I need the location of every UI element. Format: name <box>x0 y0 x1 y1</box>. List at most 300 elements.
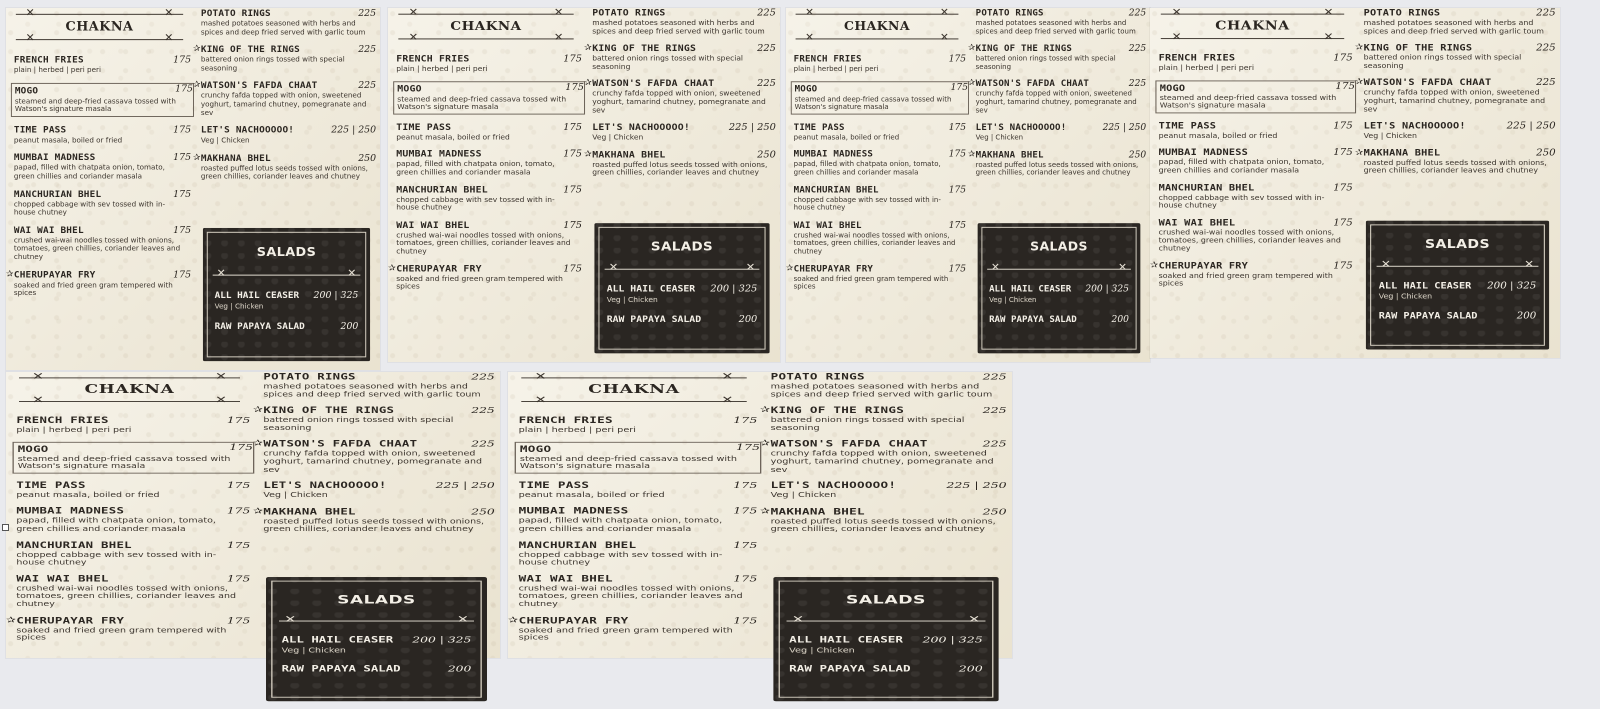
cross-ornament-icon: ✕ <box>791 613 805 626</box>
item-price: 175 <box>173 54 192 66</box>
item-name: POTATO RINGS <box>1363 8 1441 19</box>
item-description: papad, filled with chatpata onion, tomato, green chillies and coriander masala <box>13 163 165 181</box>
item-name: KING OF THE RINGS <box>263 405 395 416</box>
item-price: 225 <box>1536 8 1556 19</box>
item-description: mashed potatoes seasoned with herbs and spices and deep fried served with garlic toum <box>263 381 481 398</box>
item-name: MUMBAI MADNESS <box>13 152 96 164</box>
menu-item-cherupayar-fry <box>6 269 192 298</box>
cross-ornament-icon: ✕ <box>534 393 547 406</box>
item-description: steamed and deep-fried cassava tossed with Watson's signature masala <box>14 96 176 114</box>
item-price: 200 <box>958 664 983 675</box>
divider <box>398 6 573 19</box>
section-title-salads: SALADS <box>256 245 317 261</box>
item-name: MANCHURIAN BHEL <box>518 540 637 551</box>
item-name: TIME PASS <box>518 480 590 491</box>
item-price: 175 <box>1333 260 1353 271</box>
divider <box>605 261 760 274</box>
cross-ornament-icon: ✕ <box>164 31 174 45</box>
item-name: POTATO RINGS <box>263 372 356 382</box>
star-icon: ✰ <box>1355 42 1364 53</box>
item-name: TIME PASS <box>13 124 67 136</box>
salads-panel <box>594 223 769 353</box>
menu-item-fafda-chaat <box>760 439 1007 474</box>
menu-item-potato-rings <box>263 372 494 398</box>
item-price: 225 | 250 <box>1102 122 1147 133</box>
section-title-salads: SALADS <box>1424 237 1491 252</box>
item-description: mashed potatoes seasoned with herbs and spices and deep fried served with garlic toum <box>770 381 993 398</box>
divider <box>787 613 986 626</box>
item-description: plain | herbed | peri peri <box>13 65 101 75</box>
item-name: LET'S NACHOOOOO! <box>200 124 295 136</box>
item-name: WAI WAI BHEL <box>396 219 470 231</box>
item-name: MOGO <box>17 444 49 455</box>
item-description: peanut masala, boiled or fried <box>13 135 123 145</box>
item-description: soaked and fried green gram tempered with spices <box>518 625 733 642</box>
item-price: 225 <box>1536 77 1556 89</box>
chakna-right-column <box>252 372 495 541</box>
item-name: TIME PASS <box>16 480 86 491</box>
item-name: TIME PASS <box>396 121 452 133</box>
divider <box>19 393 240 406</box>
menu-item-lets-nacho <box>771 481 1007 500</box>
cross-ornament-icon: ✕ <box>25 31 35 45</box>
cross-ornament-icon: ✕ <box>284 613 297 626</box>
item-price: 175 <box>948 121 967 133</box>
menu-item-french-fries <box>16 416 250 435</box>
item-name: MAKHANA BHEL <box>1363 147 1441 159</box>
item-price: 225 <box>358 44 377 55</box>
cross-ornament-icon: ✕ <box>1171 6 1182 19</box>
divider <box>16 31 183 45</box>
image-result-4[interactable] <box>1150 8 1560 358</box>
cross-ornament-icon: ✕ <box>805 6 814 19</box>
item-name: MAKHANA BHEL <box>770 506 865 517</box>
item-price: 225 | 250 <box>435 481 495 491</box>
item-description: Veg | Chicken <box>975 132 1024 142</box>
item-price: 175 <box>733 480 758 491</box>
item-description: chopped cabbage with sev tossed with in-house chutney <box>396 195 555 212</box>
menu-item-time-pass <box>396 122 582 142</box>
item-price: 175 <box>948 149 967 160</box>
menu-item-raw-papaya-salad <box>1379 311 1537 321</box>
menu-page <box>6 372 500 709</box>
star-icon: ✰ <box>193 44 201 54</box>
item-name: MOGO <box>14 85 39 97</box>
item-description: plain | herbed | peri peri <box>1158 63 1255 72</box>
item-description: battered onion rings tossed with special seasoning <box>592 53 744 71</box>
section-title-chakna: CHAKNA <box>84 382 175 397</box>
item-name: KING OF THE RINGS <box>770 405 905 416</box>
star-icon: ✰ <box>252 506 263 517</box>
item-name: MAKHANA BHEL <box>263 506 356 517</box>
item-price: 225 <box>757 78 776 90</box>
item-price: 175 <box>733 506 758 517</box>
menu-item-makhana-bhel <box>584 149 776 178</box>
cross-ornament-icon: ✕ <box>1524 258 1535 271</box>
item-description: Veg | Chicken <box>1363 131 1418 140</box>
item-description: peanut masala, boiled or fried <box>396 132 510 142</box>
item-price: 175 <box>948 219 967 231</box>
item-name: WAI WAI BHEL <box>518 574 613 585</box>
item-name: MAKHANA BHEL <box>200 152 271 164</box>
menu-item-manchurian-bhel <box>14 189 191 217</box>
menu-item-lets-nacho <box>976 122 1147 142</box>
item-price: 225 <box>757 8 776 19</box>
cross-ornament-icon: ✕ <box>990 261 1000 274</box>
item-name: ALL HAIL CEASER <box>214 290 300 301</box>
item-name: WAI WAI BHEL <box>16 574 109 585</box>
item-description: roasted puffed lotus seeds tossed with onions, green chillies, coriander leaves and chutney <box>975 160 1139 177</box>
item-name: TIME PASS <box>793 121 845 133</box>
item-description: Veg | Chicken <box>989 295 1037 304</box>
item-price: 175 <box>563 184 582 196</box>
item-description: mashed potatoes seasoned with herbs and spices and deep fried served with garlic toum <box>200 18 366 36</box>
menu-item-cherupayar-fry <box>786 263 967 292</box>
item-name: ALL HAIL CEASER <box>606 283 696 295</box>
item-name: MUMBAI MADNESS <box>793 149 874 160</box>
item-name: FRENCH FRIES <box>1158 53 1236 64</box>
item-name: POTATO RINGS <box>592 8 666 19</box>
item-price: 175 <box>948 263 967 275</box>
salads-panel <box>978 223 1141 353</box>
menu-item-manchurian-bhel <box>794 185 966 213</box>
item-description: peanut masala, boiled or fried <box>793 132 900 142</box>
item-name: MOGO <box>794 83 818 95</box>
cross-ornament-icon: ✕ <box>347 266 357 280</box>
item-description: crunchy fafda topped with onion, sweetened yoghurt, tamarind chutney, pomegranate and sev <box>592 89 766 115</box>
item-description: plain | herbed | peri peri <box>396 64 488 73</box>
item-price: 200 <box>1516 310 1537 322</box>
menu-page <box>1150 8 1560 358</box>
star-icon: ✰ <box>252 439 263 449</box>
item-price: 175 <box>226 480 251 491</box>
item-price: 175 <box>1333 217 1353 228</box>
item-name: WAI WAI BHEL <box>1158 217 1236 228</box>
item-price: 200 | 325 <box>313 290 359 301</box>
star-icon: ✰ <box>584 43 592 53</box>
item-price: 200 | 325 <box>922 635 983 646</box>
item-name: CHERUPAYAR FRY <box>16 615 125 626</box>
menu-item-time-pass <box>16 481 250 500</box>
chakna-right-column <box>584 8 776 185</box>
menu-item-king-of-the-rings <box>968 43 1147 71</box>
divider <box>521 393 746 406</box>
item-price: 175 <box>173 124 192 136</box>
item-price: 175 <box>1333 182 1353 193</box>
salads-panel <box>1366 221 1549 350</box>
cross-ornament-icon: ✕ <box>940 30 949 44</box>
item-name: POTATO RINGS <box>975 8 1044 19</box>
chakna-left-column <box>1150 53 1355 295</box>
menu-item-fafda-chaat <box>252 439 495 474</box>
image-result-5[interactable] <box>6 370 500 675</box>
item-description: roasted puffed lotus seeds tossed with onions, green chillies, coriander leaves and chutney <box>200 163 368 181</box>
item-description: battered onion rings tossed with special seasoning <box>263 415 454 432</box>
item-price: 200 | 325 <box>1085 283 1129 295</box>
item-name: RAW PAPAYA SALAD <box>789 664 911 675</box>
selection-handle[interactable] <box>2 524 9 531</box>
item-price: 225 | 250 <box>946 481 1007 491</box>
item-price: 225 <box>1128 43 1147 54</box>
menu-item-wai-wai-bhel <box>396 220 582 256</box>
item-name: WATSON'S FAFDA CHAAT <box>770 439 928 450</box>
section-title-chakna: CHAKNA <box>588 382 680 397</box>
menu-item-time-pass <box>794 122 966 142</box>
star-icon: ✰ <box>388 263 396 274</box>
section-title-chakna: CHAKNA <box>843 19 911 34</box>
menu-item-cherupayar-fry <box>508 615 758 642</box>
item-description: steamed and deep-fried cassava tossed with Watson's signature masala <box>1159 93 1337 110</box>
menu-item-cherupayar-fry <box>388 263 582 292</box>
item-name: CHERUPAYAR FRY <box>518 615 629 626</box>
section-title-chakna: CHAKNA <box>450 19 522 34</box>
menu-item-king-of-the-rings <box>760 405 1007 432</box>
item-description: battered onion rings tossed with special seasoning <box>975 53 1116 71</box>
item-description: papad, filled with chatpata onion, tomato, green chillies and coriander masala <box>1158 157 1325 175</box>
cross-ornament-icon: ✕ <box>1171 30 1182 43</box>
star-icon: ✰ <box>6 615 16 625</box>
item-price: 250 <box>1536 147 1556 159</box>
cross-ornament-icon: ✕ <box>164 6 174 19</box>
divider <box>398 30 573 44</box>
star-icon: ✰ <box>1355 77 1364 88</box>
menu-item-raw-papaya-salad <box>789 664 983 674</box>
menu-item-manchurian-bhel <box>1159 183 1353 210</box>
section-title-salads: SALADS <box>1030 240 1088 255</box>
divider <box>1377 258 1539 271</box>
menu-item-potato-rings <box>771 372 1007 398</box>
item-description: papad, filled with chatpata onion, tomato, green chillies and coriander masala <box>16 516 216 533</box>
cross-ornament-icon: ✕ <box>32 393 44 406</box>
star-icon: ✰ <box>760 506 771 517</box>
chakna-header <box>792 6 963 44</box>
item-name: KING OF THE RINGS <box>200 44 300 55</box>
divider <box>987 261 1131 274</box>
star-icon: ✰ <box>508 615 519 625</box>
menu-item-fafda-chaat <box>1355 77 1556 114</box>
item-price: 175 <box>733 540 758 551</box>
item-description: papad, filled with chatpata onion, tomato, green chillies and coriander masala <box>518 516 723 533</box>
item-description: roasted puffed lotus seeds tossed with onions, green chillies, coriander leaves and chutney <box>1363 158 1547 175</box>
item-description: crunchy fafda topped with onion, sweetened yoghurt, tamarind chutney, pomegranate and sev <box>975 89 1137 115</box>
item-name: MOGO <box>1159 82 1186 94</box>
item-description: peanut masala, boiled or fried <box>518 490 665 499</box>
item-price: 225 | 250 <box>331 124 377 136</box>
item-price: 175 <box>1333 120 1353 132</box>
item-price: 200 <box>738 314 758 325</box>
item-description: battered onion rings tossed with special seasoning <box>200 54 345 73</box>
menu-item-fafda-chaat <box>584 78 776 115</box>
section-title-chakna: CHAKNA <box>65 19 134 35</box>
item-description: roasted puffed lotus seeds tossed with onions, green chillies, coriander leaves and chutney <box>263 516 485 533</box>
item-name: FRENCH FRIES <box>13 54 84 66</box>
chakna-left-column <box>508 415 760 650</box>
item-price: 200 <box>340 321 359 333</box>
item-name: WATSON'S FAFDA CHAAT <box>263 439 418 450</box>
salads-panel <box>266 577 487 701</box>
item-name: MOGO <box>519 444 552 455</box>
item-name: FRENCH FRIES <box>16 415 109 426</box>
item-name: CHERUPAYAR FRY <box>13 269 96 281</box>
item-description: chopped cabbage with sev tossed with in-house chutney <box>13 199 166 217</box>
item-price: 175 <box>733 615 758 626</box>
item-description: crunchy fafda topped with onion, sweetened yoghurt, tamarind chutney, pomegranate and sev <box>263 449 483 474</box>
item-price: 200 <box>447 664 472 675</box>
item-description: steamed and deep-fried cassava tossed with Watson's signature masala <box>397 94 567 111</box>
item-description: crushed wai-wai noodles tossed with onions, tomatoes, green chillies, coriander leaves and chutney <box>1158 227 1341 253</box>
menu-page <box>786 8 1150 362</box>
item-name: ALL HAIL CEASER <box>789 635 903 646</box>
item-price: 175 <box>563 121 582 133</box>
item-price: 200 <box>1111 314 1129 325</box>
image-result-2[interactable] <box>388 8 780 362</box>
menu-item-french-fries <box>794 54 966 74</box>
menu-item-manchurian-bhel <box>519 540 758 566</box>
item-price: 225 <box>471 439 495 450</box>
menu-item-fafda-chaat <box>968 78 1147 115</box>
item-description: soaked and fried green gram tempered with spices <box>793 274 949 291</box>
star-icon: ✰ <box>1355 147 1364 158</box>
item-price: 225 <box>982 405 1007 416</box>
menu-item-mumbai-madness <box>16 507 250 533</box>
item-price: 250 <box>982 506 1007 517</box>
menu-item-fafda-chaat <box>193 80 377 117</box>
item-price: 175 <box>173 188 192 200</box>
item-description: soaked and fried green gram tempered with spices <box>396 274 563 291</box>
cross-ornament-icon: ✕ <box>721 393 734 406</box>
image-result-1[interactable] <box>6 8 380 370</box>
menu-page <box>388 8 780 362</box>
image-result-6[interactable] <box>508 370 1012 675</box>
star-icon: ✰ <box>193 80 201 91</box>
item-price: 175 <box>733 574 758 585</box>
menu-item-makhana-bhel <box>760 506 1007 533</box>
menu-item-all-hail-ceaser <box>989 284 1129 304</box>
item-name: MANCHURIAN BHEL <box>13 188 102 200</box>
menu-page <box>6 8 380 370</box>
menu-item-lets-nacho <box>592 122 776 142</box>
divider <box>1161 30 1344 43</box>
item-name: LET'S NACHOOOOO! <box>592 122 690 133</box>
item-description: mashed potatoes seasoned with herbs and spices and deep fried served with garlic toum <box>975 18 1136 36</box>
item-name: MAKHANA BHEL <box>975 149 1044 161</box>
chakna-right-column <box>1355 8 1556 183</box>
star-icon: ✰ <box>584 149 592 160</box>
item-name: LET'S NACHOOOOO! <box>975 122 1067 133</box>
menu-item-potato-rings <box>592 8 776 36</box>
item-name: WAI WAI BHEL <box>793 219 862 231</box>
item-price: 225 <box>757 43 776 54</box>
item-price: 225 <box>358 80 377 92</box>
item-name: MUMBAI MADNESS <box>1158 147 1249 158</box>
menu-item-french-fries <box>396 54 582 74</box>
item-description: crunchy fafda topped with onion, sweetened yoghurt, tamarind chutney, pomegranate and sev <box>1363 88 1546 113</box>
item-price: 175 <box>733 415 758 426</box>
item-description: papad, filled with chatpata onion, tomato, green chillies and coriander masala <box>396 159 555 177</box>
item-description: papad, filled with chatpata onion, tomato, green chillies and coriander masala <box>793 159 941 177</box>
cross-ornament-icon: ✕ <box>1323 30 1334 43</box>
item-name: RAW PAPAYA SALAD <box>1378 310 1478 322</box>
chakna-right-column <box>968 8 1147 185</box>
item-description: crushed wai-wai noodles tossed with onions, tomatoes, green chillies, coriander leaves and chutney <box>396 230 571 256</box>
cross-ornament-icon: ✕ <box>216 266 226 280</box>
item-price: 225 <box>1128 8 1147 19</box>
menu-item-mumbai-madness <box>519 507 758 533</box>
menu-item-raw-papaya-salad <box>607 314 758 324</box>
item-description: chopped cabbage with sev tossed with in-house chutney <box>518 550 723 567</box>
item-price: 250 <box>358 152 377 164</box>
item-name: MAKHANA BHEL <box>592 149 666 161</box>
menu-item-potato-rings <box>201 8 376 36</box>
menu-item-manchurian-bhel <box>16 540 250 566</box>
menu-item-wai-wai-bhel <box>519 574 758 608</box>
chakna-left-column <box>786 53 968 299</box>
item-price: 175 <box>173 269 192 281</box>
cross-ornament-icon: ✕ <box>408 6 419 19</box>
item-price: 225 | 250 <box>728 122 776 133</box>
cross-ornament-icon: ✕ <box>1323 6 1334 19</box>
chakna-left-column <box>6 415 253 650</box>
divider <box>279 613 474 626</box>
item-price: 225 | 250 <box>1506 121 1556 132</box>
cross-ornament-icon: ✕ <box>215 393 227 406</box>
menu-page <box>508 372 1012 709</box>
menu-item-mumbai-madness <box>1159 148 1353 175</box>
menu-item-makhana-bhel <box>193 152 377 181</box>
cross-ornament-icon: ✕ <box>215 370 227 382</box>
item-description: plain | herbed | peri peri <box>518 425 636 434</box>
item-price: 200 | 325 <box>710 283 758 295</box>
star-icon: ✰ <box>760 439 771 449</box>
cross-ornament-icon: ✕ <box>1118 261 1128 274</box>
item-name: FRENCH FRIES <box>396 53 470 65</box>
menu-item-wai-wai-bhel <box>794 220 966 256</box>
chakna-left-column <box>6 54 193 306</box>
item-description: crushed wai-wai noodles tossed with onions, tomatoes, green chillies, coriander leaves and chutney <box>16 584 236 608</box>
item-price: 250 <box>757 149 776 161</box>
item-name: MUMBAI MADNESS <box>396 149 482 160</box>
cross-ornament-icon: ✕ <box>745 261 756 274</box>
item-price: 175 <box>735 442 760 453</box>
star-icon: ✰ <box>193 152 201 163</box>
cross-ornament-icon: ✕ <box>1380 258 1391 271</box>
cross-ornament-icon: ✕ <box>534 370 547 382</box>
image-result-3[interactable] <box>786 8 1150 362</box>
menu-item-all-hail-ceaser <box>607 284 758 304</box>
menu-item-french-fries <box>14 55 191 75</box>
menu-item-cherupayar-fry <box>6 615 251 642</box>
menu-item-lets-nacho <box>263 481 494 500</box>
cross-ornament-icon: ✕ <box>25 6 35 19</box>
item-price: 225 <box>358 8 377 19</box>
item-name: ALL HAIL CEASER <box>281 635 394 646</box>
menu-item-wai-wai-bhel <box>1159 218 1353 254</box>
cross-ornament-icon: ✕ <box>32 370 44 382</box>
item-description: Veg | Chicken <box>789 645 855 655</box>
menu-item-wai-wai-bhel <box>14 225 191 262</box>
item-description: Veg | Chicken <box>606 295 658 304</box>
item-price: 250 <box>471 506 495 517</box>
menu-item-all-hail-ceaser <box>1379 281 1537 301</box>
item-description: chopped cabbage with sev tossed with in-house chutney <box>793 195 941 212</box>
item-price: 200 | 325 <box>1487 280 1537 292</box>
item-price: 175 <box>229 442 253 453</box>
menu-item-all-hail-ceaser <box>215 290 359 310</box>
section-title-salads: SALADS <box>337 593 416 607</box>
item-price: 175 <box>563 263 582 275</box>
item-name: LET'S NACHOOOOO! <box>263 481 387 491</box>
item-name: WATSON'S FAFDA CHAAT <box>975 78 1090 90</box>
